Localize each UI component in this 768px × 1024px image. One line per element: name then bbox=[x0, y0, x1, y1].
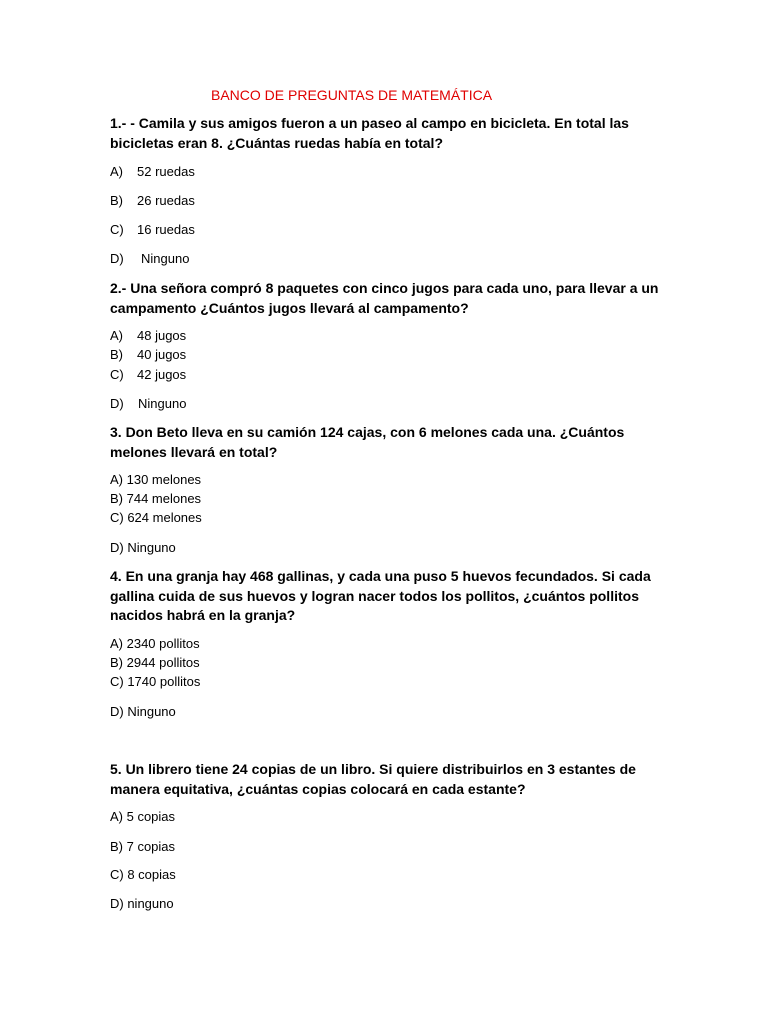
option-letter: A) bbox=[110, 164, 123, 179]
question-3-option-a: A) 130 melones bbox=[110, 472, 202, 487]
question-4-option-c: C) 1740 pollitos bbox=[110, 674, 201, 689]
question-3-option-c: C) 624 melones bbox=[110, 510, 202, 525]
question-1-option-a bbox=[110, 163, 195, 181]
option-text: 42 jugos bbox=[137, 367, 187, 382]
option-text: Ninguno bbox=[138, 396, 187, 411]
question-5-option-c: C) 8 copias bbox=[110, 867, 176, 882]
question-1-option-c bbox=[110, 221, 195, 239]
option-text: 40 jugos bbox=[137, 347, 187, 362]
option-letter: D) bbox=[110, 396, 124, 411]
question-4-option-d: D) Ninguno bbox=[110, 704, 176, 719]
question-1-option-b bbox=[110, 192, 195, 210]
question-1-text: 1.- - Camila y sus amigos fueron a un paseo al campo en bicicleta. En total las bicicletas eran 8. ¿Cuántas ruedas había en total? bbox=[110, 115, 629, 151]
question-1-option-d bbox=[110, 250, 189, 268]
question-2-option-b bbox=[110, 346, 186, 364]
option-letter: A) bbox=[110, 328, 123, 343]
question-2-option-d bbox=[110, 395, 186, 413]
question-4-option-b: B) 2944 pollitos bbox=[110, 655, 200, 670]
option-letter: C) bbox=[110, 222, 124, 237]
question-5-option-a: A) 5 copias bbox=[110, 809, 176, 824]
question-4-option-a: A) 2340 pollitos bbox=[110, 636, 200, 651]
question-2-option-a bbox=[110, 327, 186, 345]
option-letter: B) bbox=[110, 347, 123, 362]
option-letter: C) bbox=[110, 367, 124, 382]
question-4-text: 4. En una granja hay 468 gallinas, y cada una puso 5 huevos fecundados. Si cada gallina cuida de sus huevos y logran nacer todos los pollitos, ¿cuántos pollitos nacidos habrá en la granja? bbox=[110, 568, 651, 623]
question-3-text: 3. Don Beto lleva en su camión 124 cajas, con 6 melones cada una. ¿Cuántos melones llevará en total? bbox=[110, 424, 625, 460]
question-3-option-d: D) Ninguno bbox=[110, 540, 176, 555]
question-2-text: 2.- Una señora compró 8 paquetes con cinco jugos para cada uno, para llevar a un campamento ¿Cuántos jugos llevará al campamento? bbox=[110, 280, 659, 316]
option-text: 52 ruedas bbox=[137, 164, 195, 179]
option-letter: B) bbox=[110, 193, 123, 208]
option-text: 16 ruedas bbox=[137, 222, 195, 237]
question-2-option-c bbox=[110, 366, 186, 384]
option-text: Ninguno bbox=[141, 251, 190, 266]
question-3-option-b: B) 744 melones bbox=[110, 491, 202, 506]
question-5-option-b: B) 7 copias bbox=[110, 839, 176, 854]
option-text: 26 ruedas bbox=[137, 193, 195, 208]
question-5-text: 5. Un librero tiene 24 copias de un libro. Si quiere distribuirlos en 3 estantes de manera equitativa, ¿cuántas copias colocará en cada estante? bbox=[110, 761, 636, 797]
question-5-option-d: D) ninguno bbox=[110, 896, 174, 911]
option-letter: D) bbox=[110, 251, 124, 266]
document-title: BANCO DE PREGUNTAS DE MATEMÁTICA bbox=[211, 87, 493, 103]
option-text: 48 jugos bbox=[137, 328, 187, 343]
